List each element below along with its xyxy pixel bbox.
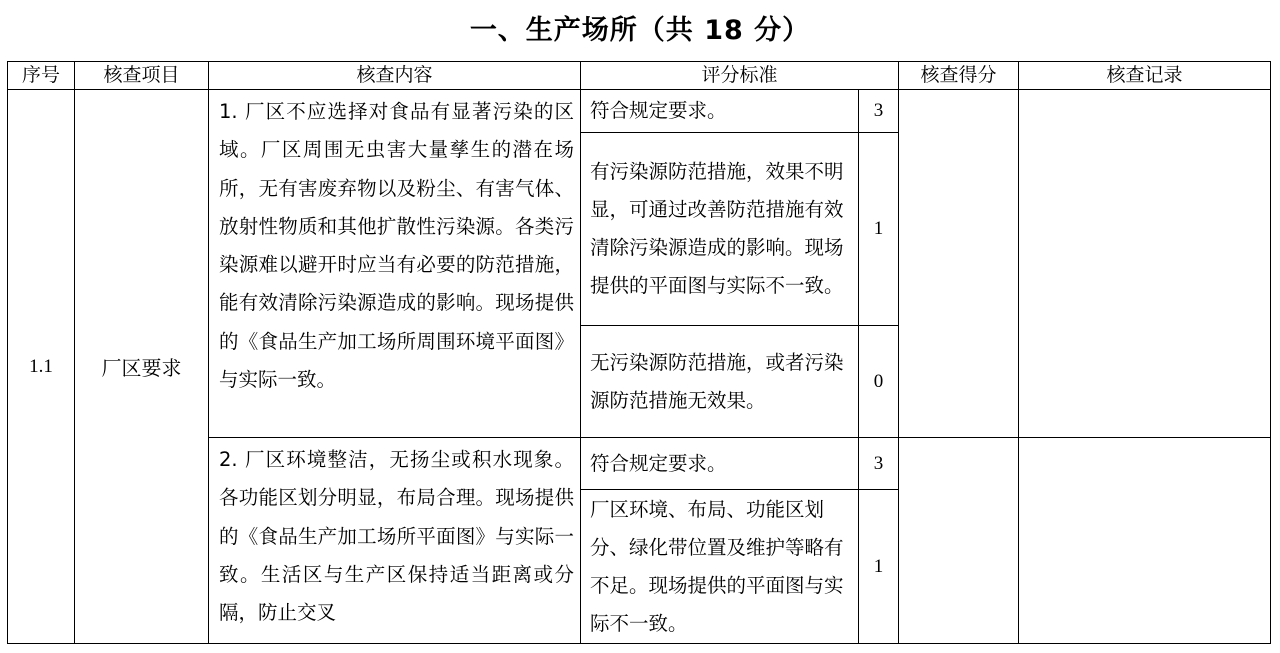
criteria-text: 无污染源防范措施，或者污染源防范措施无效果。	[581, 326, 859, 438]
table-row	[8, 90, 1271, 133]
criteria-points: 1	[859, 490, 899, 644]
criteria-points: 1	[859, 133, 899, 326]
inspection-table	[7, 61, 1271, 644]
header-item: 核查项目	[75, 62, 209, 90]
header-row	[8, 62, 1271, 90]
header-score: 核查得分	[899, 62, 1019, 90]
criteria-points: 0	[859, 326, 899, 438]
header-content: 核查内容	[209, 62, 581, 90]
header-record: 核查记录	[1019, 62, 1271, 90]
section-title: 一、生产场所（共 18 分）	[469, 15, 811, 46]
criteria-text: 符合规定要求。	[581, 90, 859, 133]
criteria-points: 3	[859, 90, 899, 133]
record-cell-1[interactable]	[1019, 90, 1271, 438]
criteria-text: 有污染源防范措施，效果不明显，可通过改善防范措施有效清除污染源造成的影响。现场提供的平面图与实际不一致。	[581, 133, 859, 326]
check-content-1: 1. 厂区不应选择对食品有显著污染的区域。厂区周围无虫害大量孳生的潜在场所，无有害废弃物以及粉尘、有害气体、放射性物质和其他扩散性污染源。各类污染源难以避开时应当有必要的防范措施，能有效清除污染源造成的影响。现场提供的《食品生产加工场所周围环境平面图》与实际一致。	[209, 90, 581, 438]
criteria-text: 厂区环境、布局、功能区划分、绿化带位置及维护等略有不足。现场提供的平面图与实际不一致。	[581, 490, 859, 644]
criteria-points: 3	[859, 438, 899, 490]
score-cell-2[interactable]	[899, 438, 1019, 644]
header-criteria: 评分标准	[581, 62, 899, 90]
score-cell-1[interactable]	[899, 90, 1019, 438]
record-cell-2[interactable]	[1019, 438, 1271, 644]
check-content-2: 2. 厂区环境整洁，无扬尘或积水现象。各功能区划分明显，布局合理。现场提供的《食品生产加工场所平面图》与实际一致。生活区与生产区保持适当距离或分隔，防止交叉	[209, 438, 581, 644]
criteria-text: 符合规定要求。	[581, 438, 859, 490]
row-seq: 1.1	[8, 90, 75, 644]
row-item: 厂区要求	[75, 90, 209, 644]
header-seq: 序号	[8, 62, 75, 90]
